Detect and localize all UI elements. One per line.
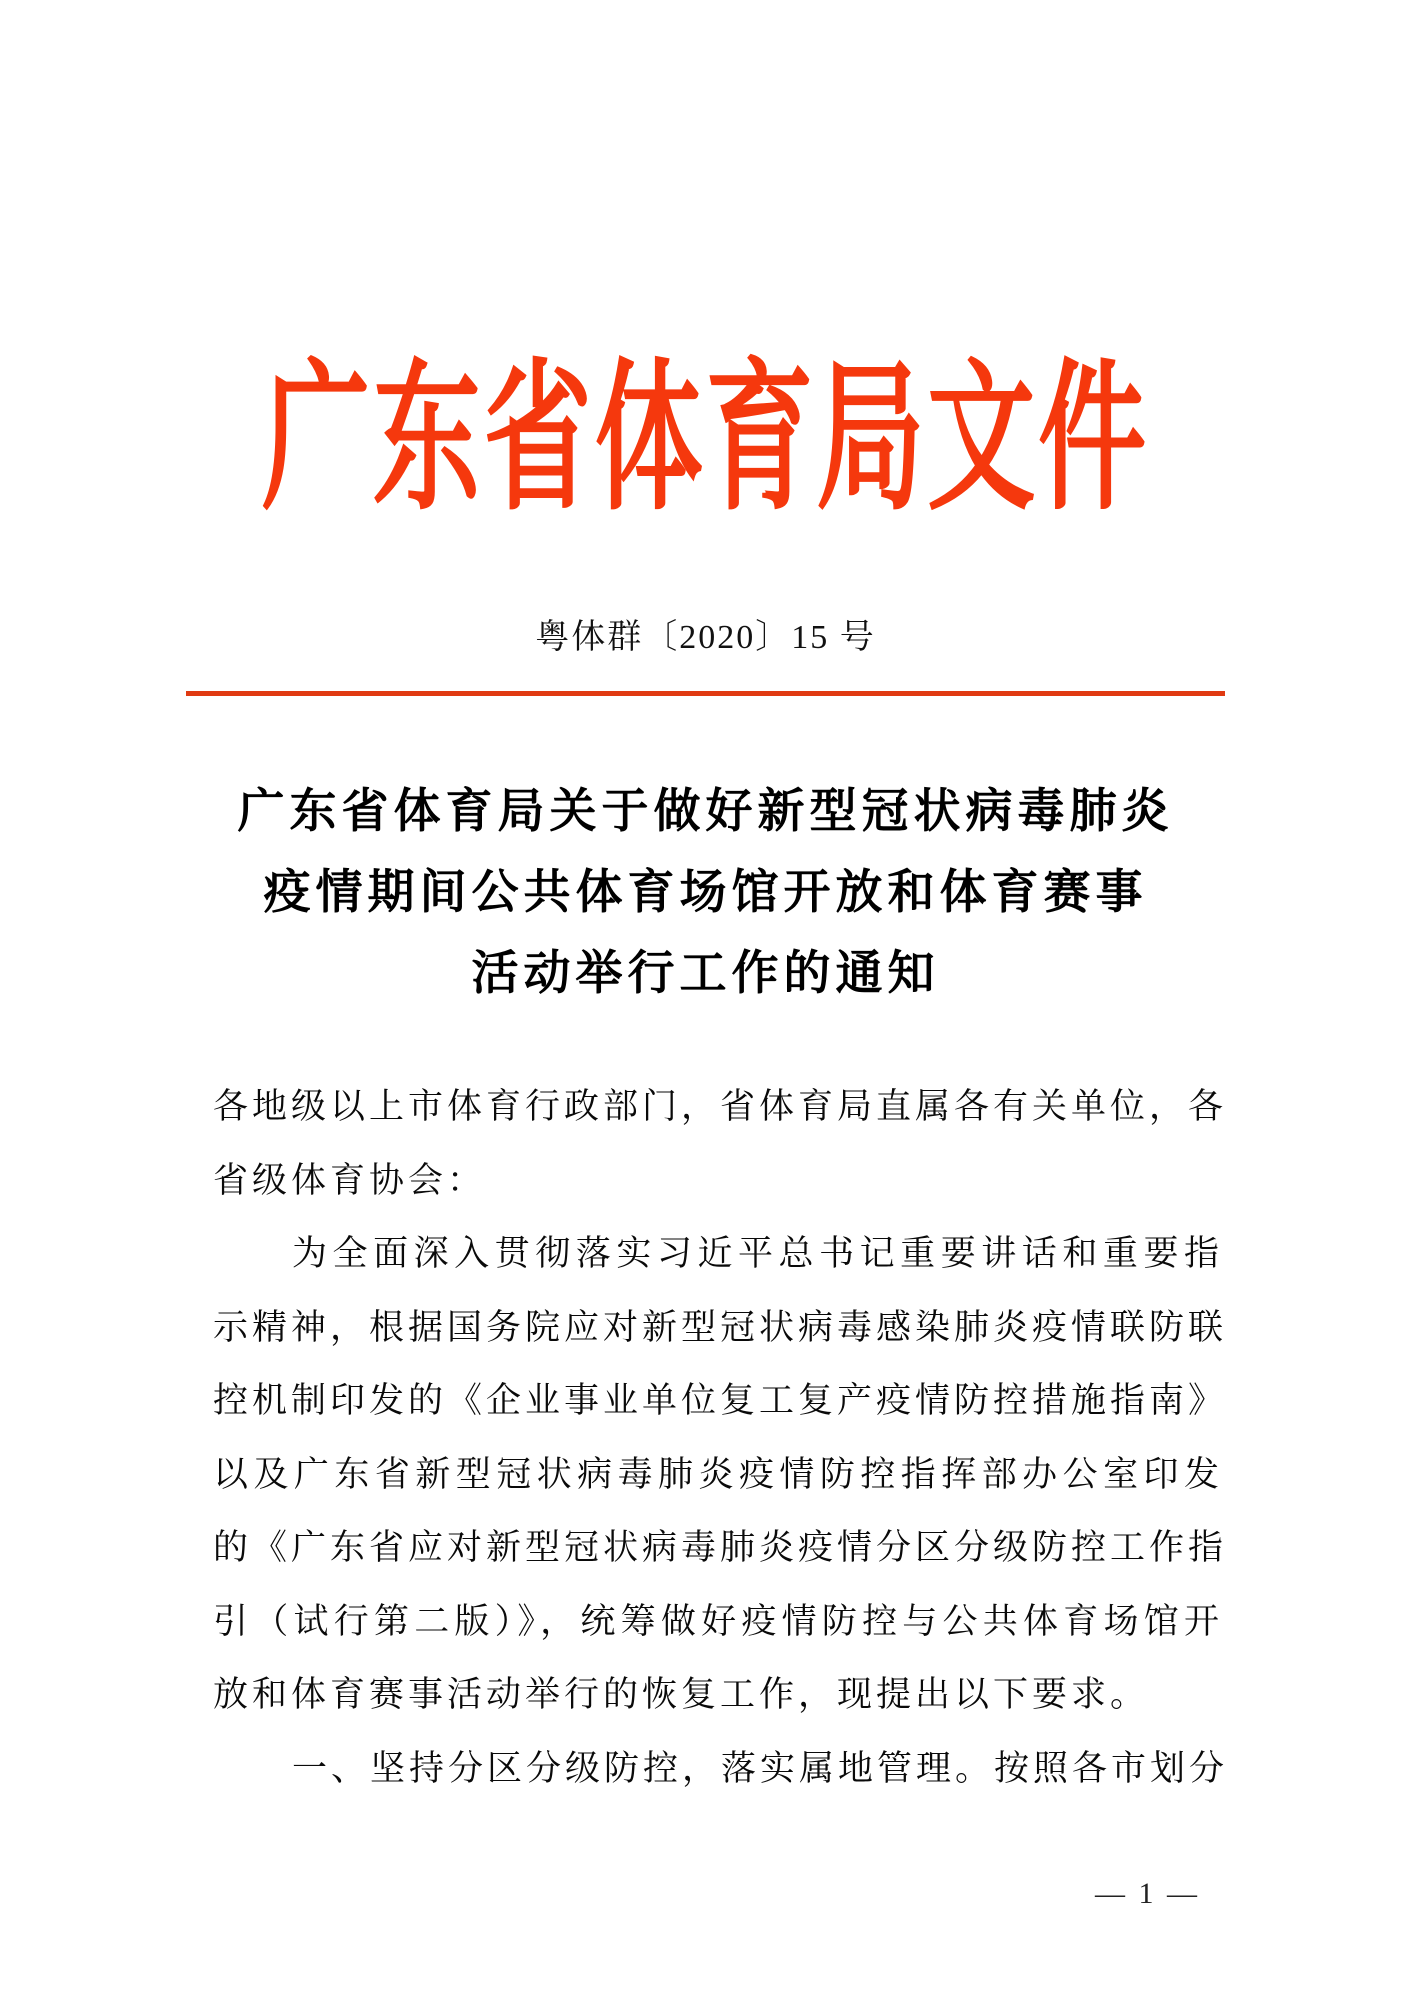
- body-text-line: 各地级以上市体育行政部门，省体育局直属各有关单位，各: [213, 1087, 1228, 1126]
- body-text-line: 一、坚持分区分级防控，落实属地管理。按照各市划分: [292, 1748, 1229, 1788]
- body-text-line: 省级体育协会：: [213, 1160, 487, 1200]
- document-number: 粤体群〔2020〕15 号: [535, 619, 876, 656]
- page-number: — 1 —: [1095, 1877, 1200, 1910]
- body-text-line: 示精神，根据国务院应对新型冠状病毒感染肺炎疫情联防联: [213, 1307, 1228, 1347]
- document-title-line: 广东省体育局关于做好新型冠状病毒肺炎: [237, 786, 1174, 838]
- document-title: [0, 772, 1411, 1015]
- document-title-line: 疫情期间公共体育场馆开放和体育赛事: [263, 867, 1148, 919]
- agency-banner: [198, 332, 1214, 548]
- document-title-line: 活动举行工作的通知: [471, 948, 940, 1000]
- body-text-line: 控机制印发的《企业事业单位复工复产疫情防控措施指南》: [213, 1381, 1228, 1420]
- body-text-line: 以及广东省新型冠状病毒肺炎疫情防控指挥部办公室印发: [213, 1454, 1223, 1494]
- body-text-line: 放和体育赛事活动举行的恢复工作，现提出以下要求。: [213, 1675, 1150, 1714]
- body-text-line: 为全面深入贯彻落实习近平总书记重要讲话和重要指: [292, 1234, 1223, 1273]
- document-body: [213, 1070, 1229, 1805]
- red-divider-line: [186, 691, 1225, 696]
- agency-banner-text: 广东省体育局文件: [261, 350, 1150, 530]
- body-text-line: 的《广东省应对新型冠状病毒肺炎疫情分区分级防控工作指: [213, 1528, 1228, 1567]
- body-text-line: 引（试行第二版）》，统筹做好疫情防控与公共体育场馆开: [213, 1601, 1223, 1641]
